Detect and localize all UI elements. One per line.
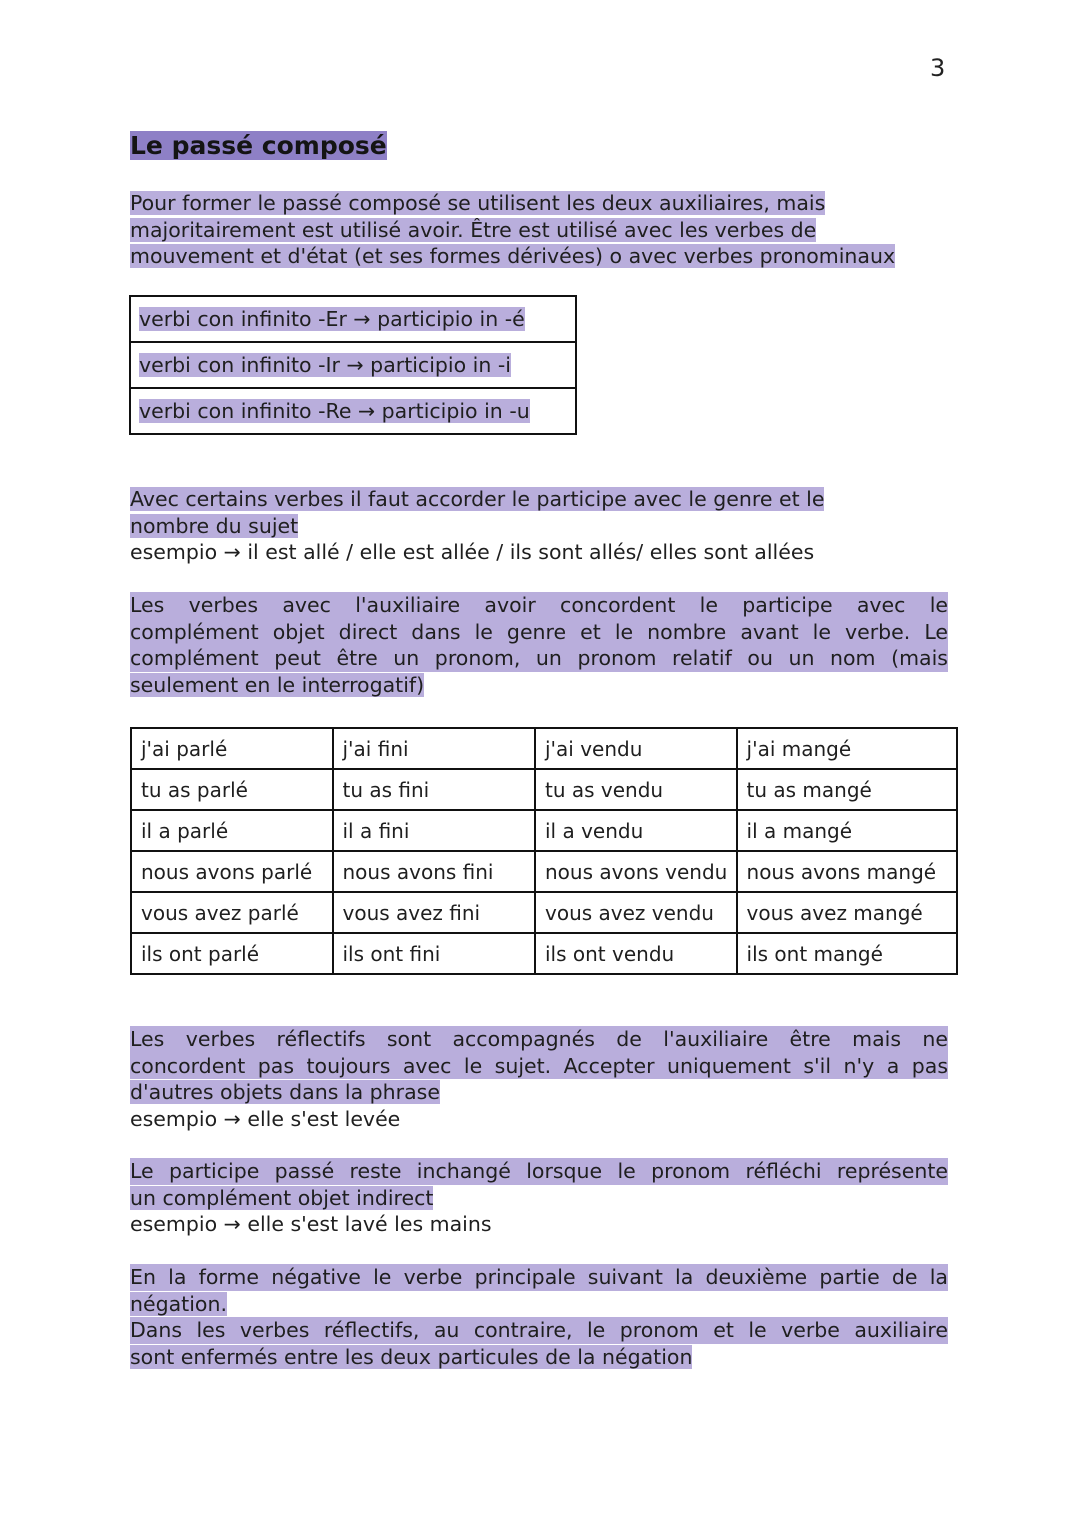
rule-cell [130, 342, 576, 388]
rule-row [130, 342, 576, 388]
page-number: 3 [930, 54, 946, 82]
reflexive-paragraph [130, 1026, 948, 1132]
avoir-line-4: seulement en le interrogatif) [130, 672, 425, 697]
reflexive-line-3: d'autres objets dans la phrase [130, 1080, 440, 1104]
table-cell: il a vendu [535, 810, 737, 851]
avoir-line-2: complément objet direct dans le genre et le nombre avant le verbe. Le [130, 619, 948, 644]
table-cell: ils ont fini [333, 933, 536, 974]
table-cell: il a fini [333, 810, 536, 851]
rule-er: verbi con infinito -Er → participio in -é [139, 307, 525, 331]
table-row [131, 810, 957, 851]
table-row [131, 728, 957, 769]
reflexive-example: esempio → elle s'est levée [130, 1106, 401, 1131]
table-cell: ils ont parlé [131, 933, 333, 974]
negative-line-4: sont enfermés entre les deux particules de la négation [130, 1344, 693, 1369]
table-cell: tu as mangé [737, 769, 957, 810]
reflexive-line-1: Les verbes réflectifs sont accompagnés de l'auxiliaire être mais ne [130, 1027, 948, 1051]
rule-re: verbi con infinito -Re → participio in -u [139, 399, 530, 423]
intro-line-3: mouvement et d'état (et ses formes dérivées) o avec verbes pronominaux [130, 244, 896, 268]
table-cell: j'ai mangé [737, 728, 957, 769]
table-row [131, 769, 957, 810]
avoir-line-1: Les verbes avec l'auxiliaire avoir concordent le participe avec le [130, 593, 948, 617]
negative-line-2: négation. [130, 1291, 227, 1316]
table-cell: il a parlé [131, 810, 333, 851]
agreement-line-1: Avec certains verbes il faut accorder le participe avec le genre et le [130, 487, 825, 511]
negative-paragraph [130, 1264, 948, 1370]
avoir-agreement-paragraph [130, 592, 948, 698]
rule-row [130, 388, 576, 434]
table-cell: nous avons mangé [737, 851, 957, 892]
table-cell: nous avons vendu [535, 851, 737, 892]
page-title [130, 130, 387, 162]
conjugation-table [130, 727, 958, 975]
reflexive-line-2: concordent pas toujours avec le sujet. Accepter uniquement s'il n'y a pas [130, 1053, 948, 1078]
table-cell: ils ont vendu [535, 933, 737, 974]
table-cell: tu as vendu [535, 769, 737, 810]
table-cell: vous avez vendu [535, 892, 737, 933]
table-cell: vous avez mangé [737, 892, 957, 933]
table-row [131, 892, 957, 933]
table-cell: nous avons fini [333, 851, 536, 892]
agreement-paragraph [130, 486, 948, 566]
table-cell: il a mangé [737, 810, 957, 851]
table-cell: j'ai parlé [131, 728, 333, 769]
rule-cell [130, 296, 576, 342]
table-row [131, 851, 957, 892]
table-cell: vous avez fini [333, 892, 536, 933]
avoir-line-3: complément peut être un pronom, un pronom relatif ou un nom (mais [130, 646, 948, 670]
table-cell: tu as parlé [131, 769, 333, 810]
table-row [131, 933, 957, 974]
table-cell: nous avons parlé [131, 851, 333, 892]
indirect-example: esempio → elle s'est lavé les mains [130, 1212, 492, 1236]
table-cell: j'ai fini [333, 728, 536, 769]
agreement-example: esempio → il est allé / elle est allée / ils sont allés/ elles sont allées [130, 540, 815, 564]
rule-ir: verbi con infinito -Ir → participio in -i [139, 353, 511, 377]
indirect-line-2: un complément objet indirect [130, 1185, 434, 1210]
agreement-line-2: nombre du sujet [130, 513, 299, 538]
rule-cell [130, 388, 576, 434]
indirect-paragraph [130, 1158, 948, 1238]
intro-line-2: majoritairement est utilisé avoir. Être est utilisé avec les verbes de [130, 217, 817, 242]
table-cell: vous avez parlé [131, 892, 333, 933]
indirect-line-1: Le participe passé reste inchangé lorsque le pronom réfléchi représente [130, 1159, 948, 1183]
table-cell: j'ai vendu [535, 728, 737, 769]
intro-line-1: Pour former le passé composé se utilisent les deux auxiliaires, mais [130, 191, 826, 215]
table-cell: ils ont mangé [737, 933, 957, 974]
negative-line-3: Dans les verbes réflectifs, au contraire, le pronom et le verbe auxiliaire [130, 1318, 948, 1342]
table-cell: tu as fini [333, 769, 536, 810]
rule-row [130, 296, 576, 342]
participle-rules-table [129, 295, 577, 435]
page-title-text: Le passé composé [130, 131, 387, 160]
negative-line-1: En la forme négative le verbe principale suivant la deuxième partie de la [130, 1265, 948, 1289]
intro-paragraph [130, 190, 948, 270]
